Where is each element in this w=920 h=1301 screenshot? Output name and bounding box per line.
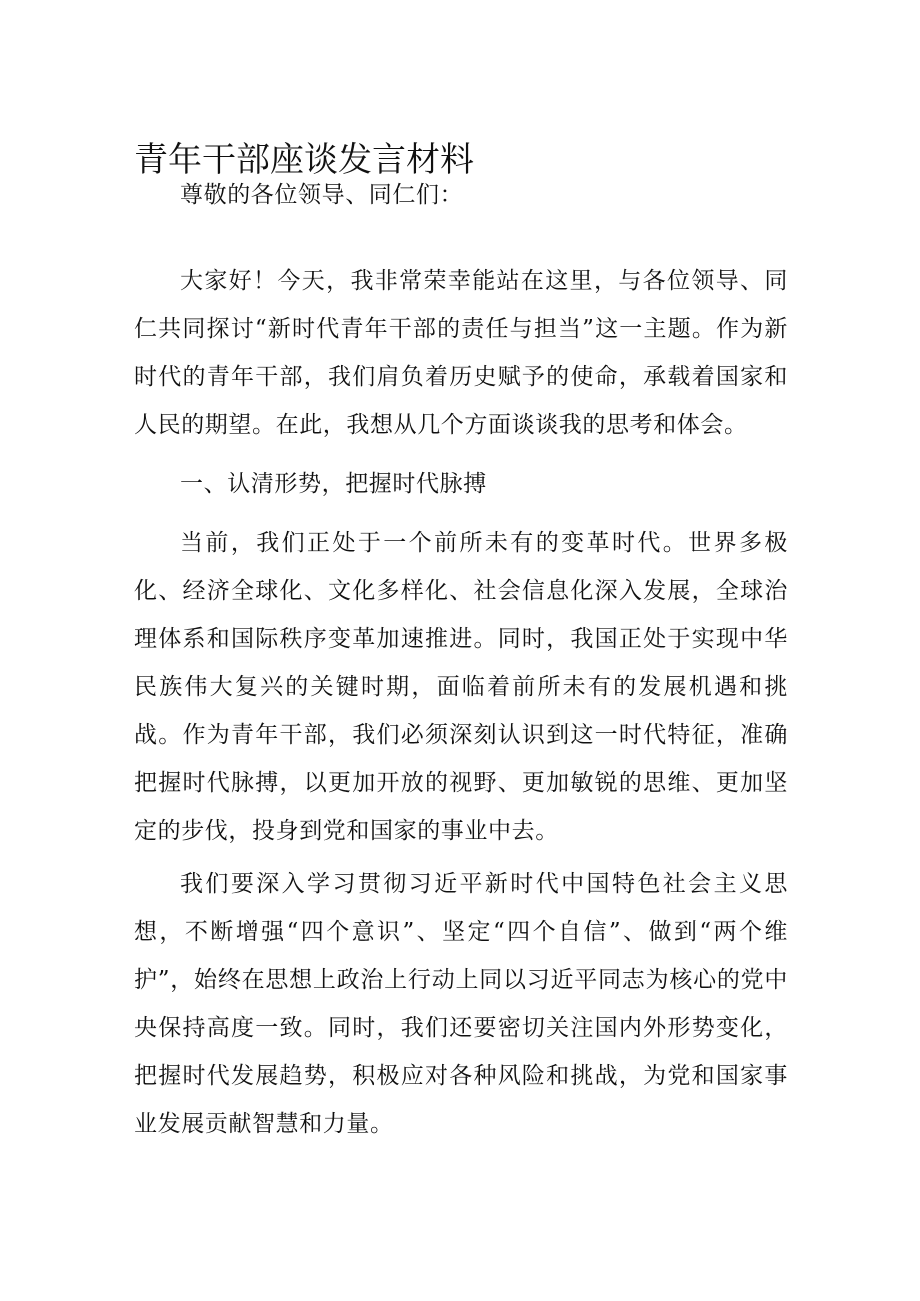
salutation: 尊敬的各位领导、同仁们： bbox=[180, 182, 464, 208]
paragraph-greeting: 大家好！今天，我非常荣幸能站在这里，与各位领导、同仁共同探讨“新时代青年干部的责任与担当”这一主题。作为新时代的青年干部，我们肩负着历史赋予的使命，承载着国家和人民的期望。在此，我想从几个方面谈谈我的思考和体会。 bbox=[134, 268, 788, 438]
paragraph-study-thought: 我们要深入学习贯彻习近平新时代中国特色社会主义思想，不断增强“四个意识”、坚定“四个自信”、做到“两个维护”，始终在思想上政治上行动上同以习近平同志为核心的党中央保持高度一致。同时，我们还要密切关注国内外形势变化，把握时代发展趋势，积极应对各种风险和挑战，为党和国家事业发展贡献智慧和力量。 bbox=[134, 871, 788, 1137]
section-heading-1: 一、认清形势，把握时代脉搏 bbox=[180, 471, 487, 497]
document-title: 青年干部座谈发言材料 bbox=[134, 140, 474, 180]
paragraph-current-situation: 当前，我们正处于一个前所未有的变革时代。世界多极化、经济全球化、文化多样化、社会信息化深入发展，全球治理体系和国际秩序变革加速推进。同时，我国正处于实现中华民族伟大复兴的关键时期，面临着前所未有的发展机遇和挑战。作为青年干部，我们必须深刻认识到这一时代特征，准确把握时代脉搏，以更加开放的视野、更加敏锐的思维、更加坚定的步伐，投身到党和国家的事业中去。 bbox=[134, 530, 788, 844]
